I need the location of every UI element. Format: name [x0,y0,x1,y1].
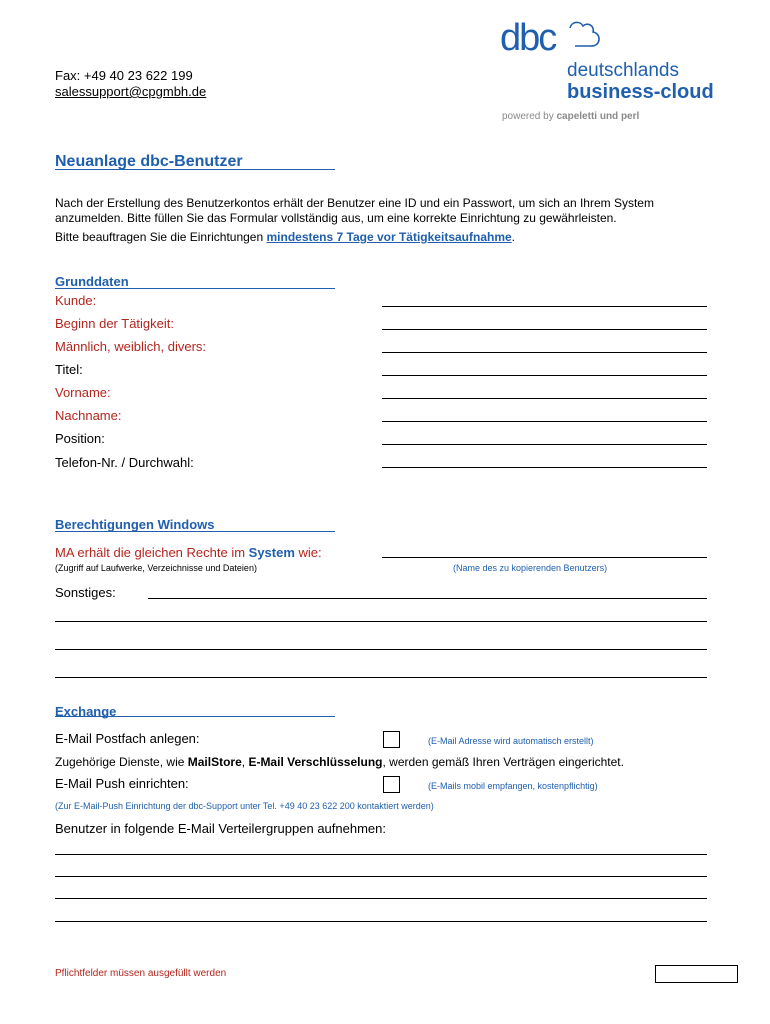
field-input-position[interactable] [382,444,707,445]
push-support-note: (Zur E-Mail-Push Einrichtung der dbc-Support unter Tel. +49 40 23 622 200 kontaktiert werden) [55,801,434,811]
push-note: (E-Mails mobil empfangen, kostenpflichtig) [428,781,598,791]
field-label-position: Position: [55,431,105,446]
section-grunddaten-title: Grunddaten [55,274,129,289]
required-fields-note: Pflichtfelder müssen ausgefüllt werden [55,968,227,979]
dbc-logo [500,18,730,128]
user-note: (Name des zu kopierenden Benutzers) [453,563,608,573]
title-rule [55,169,335,170]
fax-number: Fax: +49 40 23 622 199 [55,68,193,83]
mailbox-note: (E-Mail Adresse wird automatisch erstellt) [428,736,594,746]
logo-line-business-cloud: business-cloud [567,81,714,103]
field-input-beginn[interactable] [382,329,707,330]
rights-prefix: MA erhält die gleichen Rechte im [55,545,249,560]
rights-label [55,545,322,560]
groups-input-line-4[interactable] [55,921,707,922]
intro-line-2: anzumelden. Bitte füllen Sie das Formular vollständig aus, um eine korrekte Einrichtung zu gewährleisten. [55,211,617,225]
page-number-box [655,965,738,983]
services-separator: , [241,755,249,769]
field-input-kunde[interactable] [382,306,707,307]
page-title: Neuanlage dbc-Benutzer [55,153,243,170]
groups-label: Benutzer in folgende E-Mail Verteilergruppen aufnehmen: [55,821,386,836]
dbc-logo-mark [500,18,600,58]
section-windows-title: Berechtigungen Windows [55,517,215,532]
sonstiges-input-line-2[interactable] [55,621,707,622]
mailbox-checkbox[interactable] [383,731,400,748]
field-label-titel: Titel: [55,362,83,377]
push-checkbox[interactable] [383,776,400,793]
field-label-beginn: Beginn der Tätigkeit: [55,316,174,331]
field-label-geschlecht: Männlich, weiblich, divers: [55,339,207,354]
services-note [55,755,624,769]
rights-system: System [248,545,295,560]
push-label: E-Mail Push einrichten: [55,776,189,791]
groups-input-line-3[interactable] [55,898,707,899]
sonstiges-input-line-1[interactable] [148,598,707,599]
field-input-geschlecht[interactable] [382,352,707,353]
services-suffix: , werden gemäß Ihren Verträgen eingerichtet. [382,755,624,769]
sonstiges-input-line-3[interactable] [55,649,707,650]
sonstiges-input-line-4[interactable] [55,677,707,678]
field-label-kunde: Kunde: [55,293,97,308]
powered-by-brand: capeletti und perl [556,111,640,122]
intro-line-3-prefix: Bitte beauftragen Sie die Einrichtungen [55,230,267,244]
support-email-link[interactable]: salessupport@cpgmbh.de [55,84,207,99]
services-mailstore: MailStore [187,755,242,769]
field-input-vorname[interactable] [382,398,707,399]
field-input-titel[interactable] [382,375,707,376]
rights-suffix: wie: [294,545,322,560]
section-grunddaten-rule [55,288,335,289]
section-exchange-title: Exchange [55,704,117,719]
section-exchange-rule [55,716,335,717]
services-encryption: E-Mail Verschlüsselung [248,755,383,769]
dbc-logo-mark-text: dbc [500,18,556,58]
field-input-telefon[interactable] [382,467,707,468]
field-label-vorname: Vorname: [55,385,111,400]
field-label-nachname: Nachname: [55,408,122,423]
field-input-nachname[interactable] [382,421,707,422]
intro-line-1: Nach der Erstellung des Benutzerkontos erhält der Benutzer eine ID und ein Passwort, um sich an Ihrem System [55,196,654,210]
intro-line-3 [55,230,515,244]
logo-powered-by [502,111,639,122]
field-input-rights-user[interactable] [382,557,707,558]
lead-time-link: mindestens 7 Tage vor Tätigkeitsaufnahme [266,230,512,244]
section-windows-rule [55,531,335,532]
mailbox-label: E-Mail Postfach anlegen: [55,731,200,746]
sonstiges-label: Sonstiges: [55,585,116,600]
rights-note: (Zugriff auf Laufwerke, Verzeichnisse und Dateien) [55,563,257,573]
intro-line-3-suffix: . [511,230,516,244]
field-label-telefon: Telefon-Nr. / Durchwahl: [55,455,194,470]
groups-input-line-1[interactable] [55,854,707,855]
powered-by-prefix: powered by [502,111,557,122]
services-prefix: Zugehörige Dienste, wie [55,755,188,769]
groups-input-line-2[interactable] [55,876,707,877]
logo-line-deutschlands: deutschlands [567,60,679,81]
